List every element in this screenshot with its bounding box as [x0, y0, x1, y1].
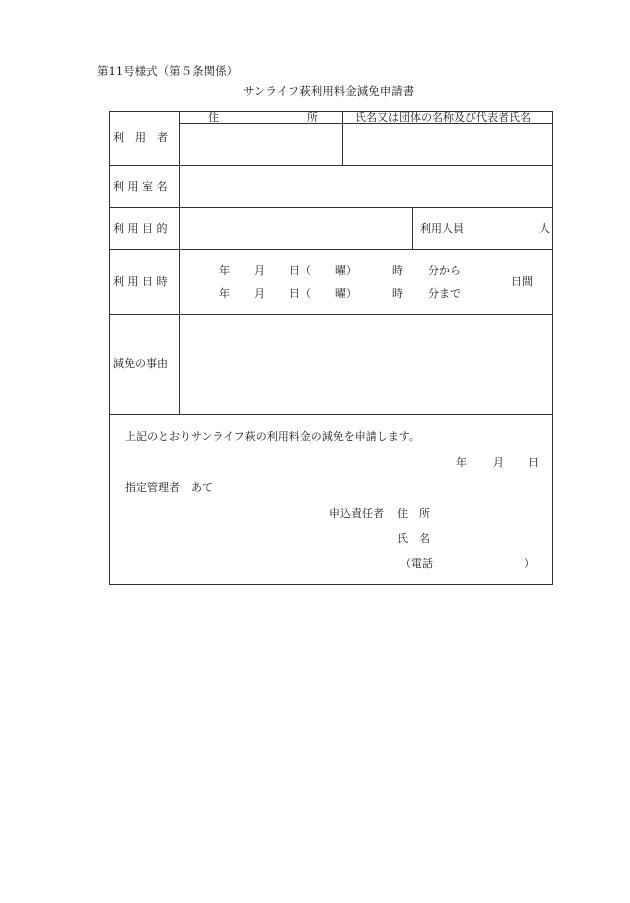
row-divider-user — [109, 165, 553, 166]
row-divider-purpose — [109, 249, 553, 250]
reason-field[interactable] — [184, 322, 548, 408]
room-label: 利 用 室 名 — [113, 180, 168, 193]
from-minute: 分から — [428, 264, 461, 277]
applicant-name-label: 氏 名 — [397, 532, 430, 545]
phone-close: ） — [524, 557, 535, 570]
phone-open: （電話 — [400, 557, 433, 570]
row-divider-datetime — [109, 314, 553, 315]
from-month: 月 — [254, 264, 265, 277]
to-minute: 分まで — [428, 287, 461, 300]
people-count-label: 利用人員 — [420, 222, 464, 235]
to-year: 年 — [219, 287, 230, 300]
room-name-field[interactable] — [184, 172, 548, 202]
from-hour: 時 — [392, 264, 403, 277]
address-column-header: 住 所 — [208, 111, 318, 124]
purpose-label: 利 用 目 的 — [113, 222, 168, 235]
reason-label: 減免の事由 — [113, 357, 168, 370]
from-day: 日（ — [289, 264, 311, 277]
days-label: 日間 — [511, 275, 533, 288]
purpose-column-divider — [412, 207, 413, 249]
form-title: サンライフ萩利用料金減免申請書 — [243, 84, 415, 98]
to-month: 月 — [254, 287, 265, 300]
to-hour: 時 — [392, 287, 403, 300]
row-divider-reason — [109, 414, 553, 415]
user-address-field[interactable] — [184, 128, 338, 158]
form-number: 第11号様式（第５条関係） — [97, 64, 239, 78]
user-column-divider — [342, 111, 343, 165]
from-year: 年 — [219, 264, 230, 277]
purpose-field[interactable] — [184, 214, 408, 244]
addressee: 指定管理者 あて — [125, 481, 213, 494]
datetime-label: 利 用 日 時 — [113, 275, 168, 288]
people-unit: 人 — [539, 222, 550, 235]
name-column-header: 氏名又は団体の名称及び代表者氏名 — [355, 111, 531, 124]
label-column-divider — [179, 111, 180, 414]
user-name-field[interactable] — [347, 128, 547, 158]
application-date-month: 月 — [493, 456, 504, 469]
row-divider-room — [109, 207, 553, 208]
application-statement: 上記のとおりサンライフ萩の利用料金の減免を申請します。 — [125, 430, 420, 443]
applicant-label: 申込責任者 — [329, 507, 384, 520]
applicant-address-label: 住 所 — [397, 507, 430, 520]
from-weekday: 曜） — [335, 264, 357, 277]
to-weekday: 曜） — [335, 287, 357, 300]
to-day: 日（ — [289, 287, 311, 300]
application-date-day: 日 — [528, 456, 539, 469]
user-label: 利 用 者 — [113, 131, 168, 144]
application-date-year: 年 — [456, 456, 467, 469]
